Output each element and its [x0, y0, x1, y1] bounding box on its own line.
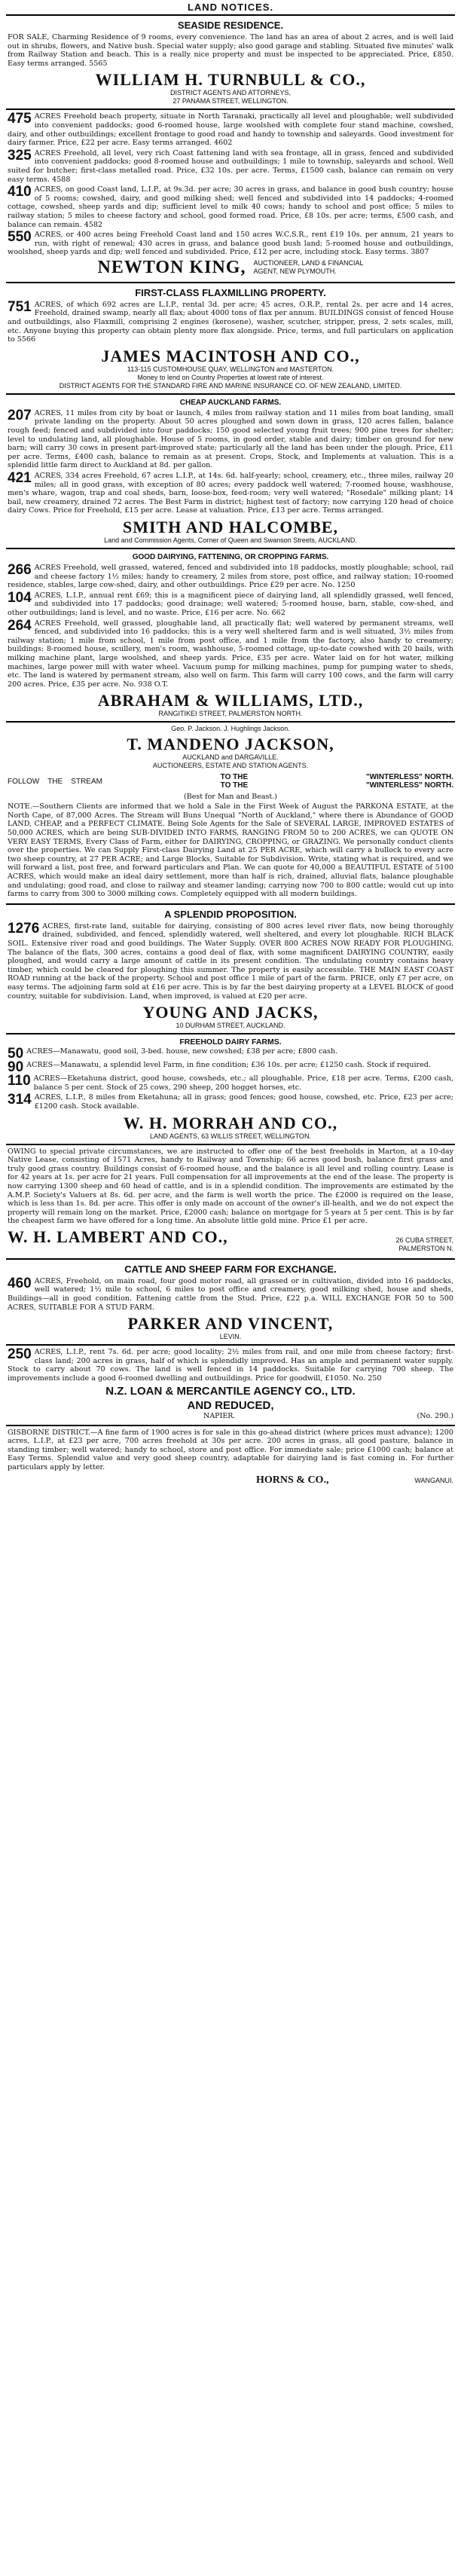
- listing: [8, 619, 453, 689]
- listing-body: GISBORNE DISTRICT.—A fine farm of 1900 acres is for sale in this go-ahead district (where prices must advance); 1200 acres, L.I.P., at £23 per acre, 700 acres freehold at 30s per acre. 200 acres in grass, all good pasture, balance in standing timber; well watered; handy to school, store and post office. For immediate sale; price £1000 cash; balance at Easy Terms. Splendid value and very good sheep country, adaptable for dairying land is fast coming in. For further particulars apply by letter.: [8, 1428, 453, 1471]
- listing-body: FOR SALE, Charming Residence of 9 rooms, every convenience. The land has an area of about 2 acres, and is well laid out in shrubs, flowers, and Native bush. Special water supply; also good garage and stabling. Situated five minutes' walk from Railway Station and beach. This is a really nice property and must be inspected to be appreciated. Price, £850. Easy terms arranged.: [8, 33, 453, 68]
- follow-word: TO THE: [220, 781, 249, 790]
- follow-word: TO THE: [220, 773, 249, 782]
- ad-mandeno-jackson: [6, 721, 455, 903]
- listing-ref: No. 938 O.T.: [123, 680, 169, 689]
- follow-left: [8, 778, 102, 786]
- acre-number: 550: [8, 229, 32, 246]
- acre-number: 1276: [8, 920, 40, 937]
- agent-line: Money to lend on Country Properties at lowest rate of interest.: [137, 373, 324, 381]
- ad-cheap-auckland-farms: [6, 393, 455, 548]
- listing-body: ACRES, or 400 acres being Freehold Coast land and 150 acres W.C.S.R., rent £19 10s. per annum, 21 years to run, with right of renewal; 430 acres in grass, and balance good bush land; 5-roomed house and outbuildings, woolshed, sheep yards and dip; well fenced and subdivided. Price, £12 per acre, including stock. Easy terms.: [8, 231, 453, 257]
- agent-address: RANGITIKEI STREET, PALMERSTON NORTH.: [158, 710, 303, 718]
- listing-ref: 4602: [213, 139, 233, 148]
- agent-address: 113-115 CUSTOMHOUSE QUAY, WELLINGTON and MASTERTON.: [127, 365, 334, 373]
- agent-address: LAND AGENTS, 63 WILLIS STREET, WELLINGTON.: [150, 1132, 311, 1140]
- agent-address: 27 PANAMA STREET, WELLINGTON.: [172, 97, 289, 105]
- acre-number: 90: [8, 1059, 24, 1076]
- listing-body: ACRES—Manawatu, good soil, 3-bed. house, new cowshed; £38 per acre; £800 cash.: [26, 1047, 338, 1056]
- acre-number: 475: [8, 111, 32, 127]
- agent-address: 10 DURHAM STREET, AUCKLAND.: [176, 1022, 285, 1030]
- follow-word: "WINTERLESS" NORTH.: [365, 781, 453, 790]
- agent-name: NEWTON KING,: [97, 257, 246, 277]
- follow-word: STREAM: [71, 777, 102, 786]
- listing-body: ACRES, L.I.P., 8 miles from Eketahuna; all in grass; good fences; good house, cowshed, etc. Price, £23 per acre; £1200 cash. Stock available.: [34, 1093, 453, 1111]
- acre-number: 110: [8, 1073, 31, 1089]
- ad-newton-king: [6, 108, 455, 282]
- listing-ref: (No. 290.): [417, 1411, 453, 1420]
- acre-number: 264: [8, 617, 32, 634]
- listing: [8, 1277, 453, 1312]
- acre-number: 250: [8, 1346, 32, 1363]
- listing-ref: 4588: [52, 175, 71, 184]
- agent-name: SMITH AND HALCOMBE,: [122, 517, 339, 536]
- agent-block: [8, 259, 453, 277]
- listing: [8, 298, 453, 344]
- ad-heading: SEASIDE RESIDENCE.: [177, 20, 284, 31]
- listing-body: ACRES, L.I.P., annual rent £69; this is a magnificent piece of dairying land, all splendidly grassed, well fenced, and subdivided into 17 paddocks; good drainage; well watered; 5-roomed house, barn, stable, cow-shed, and other outbuildings; land is level, and no waste. Price, £16 per acre.: [8, 591, 453, 617]
- listing-body: ACRES, of which 692 acres are L.I.P., rental 3d. per acre; 45 acres, O.R.P., rental 2s. per acre and 14 acres, Freehold, drained swamp, nearly all flax; about 4000 tons of flax per annum. BUILDINGS consist of fenced House and outbuildings, also Flaxmill, comprising 2 engines (kerosene), washer, scutcher, stripper, press, 2 sets scales, mill, etc. Anyone buying this property can obtain plenty more flax alongside. Price, terms, and full particulars on application to: [8, 300, 453, 344]
- newspaper-page: [6, 0, 455, 1492]
- page-title: LAND NOTICES.: [187, 2, 274, 13]
- listing-body: ACRES Freehold, well grassed, ploughable land, all practically flat; well watered by permanent streams, well fenced, and subdivided into 16 paddocks; this is a very well sheltered farm and is well situated, 3½ miles from railway station; 1 mile from school, 1 mile from post office, and 1 mile from the factory, also handy to creamery; buildings: 8-roomed house, scullery, men's room, washhouse, 5-roomed cottage, up-to-date cowshed with 20 bails, with milking machine plant, large woolshed, and sheep yards. Price, £35 per acre. Water laid on for hot water, milking machines, large power mill with water wheel. Vacuum pump for milking machines, pump for pumping water to sheds, etc. The land is watered by permanent stream, also well on farm. This farm will carry 100 cows, and the farm will carry 200 acres. Price, £35 per acre.: [8, 619, 453, 689]
- agent-name: JAMES MACINTOSH AND CO.,: [101, 346, 360, 365]
- follow-word: THE: [47, 777, 63, 786]
- listing-ref: No. 250: [353, 1374, 382, 1383]
- acre-number: 751: [8, 298, 32, 315]
- ad-heading: GOOD DAIRYING, FATTENING, OR CROPPING FARMS.: [132, 552, 329, 561]
- acre-number: 410: [8, 184, 32, 200]
- acre-number: 207: [8, 407, 32, 423]
- listing-body: NOTE.—Southern Clients are informed that we hold a Sale in the First Week of August the PARKONA ESTATE, at the North Cape, of 87,000 Acres. The Stream will Buns Unequal "North of Auckland," where there is Abundance of GOOD LAND, CHEAP, and a PERFECT CLIMATE. Being Sole Agents for the Sale of SEVERAL LARGE, IMPROVED ESTATES of 50,000 ACRES, which are being SUB-DIVIDED INTO FARMS, RANGING FROM 50 to 200 ACRES, we can QUOTE ON VERY EASY TERMS, Every Class of Farm, either for DAIRYING, CROPPING, or GRAZING. We personally conduct clients over the properties. We can Supply First-class Dairying Land at 25 PER ACRE, which will carry a bullock to every acre two sheep country, at 27 PER ACRE; and Large Blocks, Suitable for Subdivision. Write, stating what is required, and we will forward a list, post free, and forward particulars and Plan. We can quote for 40,000 a BEAUTIFUL ESTATE of 5100 ACRES, which would make an ideal dairy settlement, more than half is rich, drained, alluvial flats, balance ploughable and undulating; good road, and close to railway and steamer landing; carrying now 700 to 800 cattle; would cut up into farms to carry from 300 to 3000 milking cows. Completely equipped with all modern buildings.: [8, 802, 453, 899]
- listing-ref: 5565: [89, 59, 108, 68]
- listing: [8, 1059, 453, 1076]
- agent-name: PARKER AND VINCENT,: [127, 1314, 334, 1334]
- listing-body: ACRES, Freehold, on main road, four good motor road, all grassed or in cultivation, divided into 16 paddocks, well watered; 1½ mile to school, 6 miles to post office and creamery, good milking shed, house and sheds, Buildings—all in good condition. Fattening cattle from the Stud. Price, £22 p.a. WILL EXCHANGE FOR 50 to 500 ACRES, SUITABLE FOR A STUD FARM.: [8, 1276, 453, 1312]
- agent-footer: [8, 1412, 453, 1420]
- agent-address: NAPIER.: [203, 1411, 236, 1420]
- listing: [8, 1093, 453, 1111]
- acre-number: 421: [8, 470, 32, 486]
- listing-ref: 5566: [17, 335, 36, 344]
- listing-body: OWING to special private circumstances, we are instructed to offer one of the best freeholds in Marton, at a 10-day Native Lease, consisting of 1571 Acres, handy to Railway and Township; 66 acres good bush, balance first grass and truly good grass country. Buildings consist of 6-roomed house, and the balance is all level and rolling country. Lease is for 42 years at 1s. per acre for 21 years. Full compensation for all improvements at the end of the lease. The property is now carrying 1300 sheep and 60 head of cattle, and is in a splendid condition. The improvements are estimated by the A.M.P. Society's Valuers at 8s. 6d. per acre, and the farm is well worth the price. The £2000 is required on the lease, which is less than 1s. 8d. per acre. This offer is only made on account of the owner's ill-health, and we do not expect the property will remain long on the market. Price, £2000 cash; balance on mortgage for 5 years at 5 per cent. This is by far the cheapest farm we have offered for a long time. An absolute little gold mine. Price £1 per acre.: [8, 1147, 453, 1226]
- acre-number: 325: [8, 147, 32, 163]
- agent-name: YOUNG AND JACKS,: [142, 1003, 319, 1022]
- acre-number: 314: [8, 1092, 32, 1108]
- listing: [8, 1074, 453, 1092]
- listing-ref: 3807: [411, 248, 429, 257]
- ad-gisborne: [6, 1425, 455, 1492]
- agent-line: AUCKLAND and DARGAVILLE.: [182, 753, 279, 762]
- listing: [8, 591, 453, 618]
- agent-line: AUCTIONEER, LAND & FINANCIAL: [253, 259, 364, 267]
- agent-address: Land and Commission Agents, Corner of Queen and Swanson Streets, AUCKLAND.: [104, 536, 357, 544]
- acre-number: 266: [8, 561, 32, 578]
- listing: [8, 112, 453, 147]
- agent-address: 26 CUBA STREET,: [395, 1236, 453, 1244]
- ad-lambert: [6, 1144, 455, 1258]
- acre-number: 104: [8, 589, 32, 606]
- listing: [8, 409, 453, 470]
- listing: [8, 1046, 453, 1062]
- listing: [8, 561, 453, 590]
- agent-name: W. H. LAMBERT AND CO.,: [8, 1227, 228, 1246]
- listing-text: [8, 33, 453, 68]
- agent-tagline: AND REDUCED,: [187, 1398, 274, 1412]
- listing-body: ACRES, first-rate land, suitable for dairying, consisting of 800 acres level river flats, now being thoroughly drained, subdivided, and fenced, splendidly watered, well sheltered, and every lot ploughable. RICH BLACK SOIL. Extensive river road and good buildings. The Water Supply. OVER 800 ACRES NOW READY FOR PLOUGHING. The balance of the flats, 300 acres, contains a good deal of flax, with some magnificent DAIRYING COUNTRY, easily ploughed, and would carry a large amount of cattle in its present condition. The undulating country contains heavy timber, which could be cleared for ploughing this summer. The property is easily accessible. THE MAIN EAST COAST ROAD running at the back of the property. School and post office 1 mile of part of the farm. PRICE, only £7 per acre, on easy terms. The adjoining farm sold at £16 per acre. This is by far the best dairying property at a LEVEL BLOCK of good country, suitable for subdivision. Land, when improved, is valued at £20 per acre.: [8, 921, 453, 1001]
- partners-line: Geo. P. Jackson. J. Hughlings Jackson.: [171, 725, 290, 733]
- listing: [8, 922, 453, 1001]
- listing-body: ACRES, L.I.P., rent 7s. 6d. per acre; good locality; 2½ miles from rail, and one mile from cheese factory; first-class land; 200 acres in grass, half of which is splendidly improved. Has an ample and permanent water supply. Stock to carry about 70 cows. The land is well fenced in 14 paddocks. Suitable for carrying 700 sheep. The improvements include a good 6-roomed dwelling and outbuildings. Price for goodwill, £1050.: [8, 1348, 453, 1383]
- listing-body: ACRES Freehold beach property, situate in North Taranaki, practically all level and ploughable; well subdivided into convenient paddocks; good 6-roomed house, large woolshed with complete four stand machine, cowshed, dairy, and other outbuildings; excellent frontage to good road and handy to township and saleyards. Good investment for dairy farmer. Price, £22 per acre. Easy terms arranged.: [8, 112, 453, 148]
- agent-address: PALMERSTON N.: [398, 1244, 453, 1252]
- agent-line: AUCTIONEERS, ESTATE AND STATION AGENTS.: [152, 762, 309, 770]
- agent-address: AGENT, NEW PLYMOUTH.: [253, 267, 337, 276]
- listing: [8, 149, 453, 184]
- ad-heading: FIRST-CLASS FLAXMILLING PROPERTY.: [135, 286, 326, 298]
- agent-address: LEVIN.: [219, 1333, 242, 1341]
- listing: [8, 472, 453, 515]
- listing: [8, 231, 453, 257]
- ad-flaxmilling: [6, 282, 455, 393]
- acre-number: 50: [8, 1046, 24, 1062]
- ad-heading: A SPLENDID PROPOSITION.: [164, 908, 297, 920]
- follow-right: [366, 773, 453, 790]
- listing-body: ACRES—Eketahuna district, good house, cowsheds, etc.; all ploughable. Price, £18 per acre. Terms, £200 cash, balance 5 per cent. Stock of 25 cows, 290 sheep, 200 hogget horses, etc.: [33, 1074, 453, 1092]
- listing: [8, 1348, 453, 1383]
- agent-name: ABRAHAM & WILLIAMS, LTD.,: [97, 691, 364, 710]
- follow-the-stream: [8, 773, 453, 790]
- agent-name: N.Z. LOAN & MERCANTILE AGENCY CO., LTD.: [105, 1384, 356, 1398]
- agent-block: [8, 1228, 453, 1253]
- ad-seaside-residence: [6, 14, 455, 108]
- follow-mid: [221, 773, 248, 790]
- listing-ref: 4582: [84, 220, 103, 229]
- agent-block: [8, 1474, 453, 1487]
- ad-heading: CATTLE AND SHEEP FARM FOR EXCHANGE.: [124, 1263, 337, 1275]
- agent-line: DISTRICT AGENTS FOR THE STANDARD FIRE AND MARINE INSURANCE CO. OF NEW ZEALAND, LIMITED.: [59, 381, 402, 390]
- agent-name: HORNS & CO.,: [256, 1474, 329, 1486]
- agent-name: WILLIAM H. TURNBULL & CO.,: [95, 70, 366, 90]
- listing-body: ACRES Freehold, all level, very rich Coast fattening land with sea frontage, all in grass, fenced and subdivided into convenient paddocks; good 8-roomed house and outbuildings; 1 mile to township, saleyards and school. Well suited for butcher; first-class metalled road. Price, £32 10s. per acre. Terms, £1500 cash, balance can remain on very easy terms.: [8, 148, 453, 184]
- ad-freehold-dairy-farms: [6, 1033, 455, 1143]
- listing-ref: No. 662: [256, 608, 285, 617]
- agent-name: T. MANDENO JACKSON,: [127, 735, 334, 754]
- agent-address: WANGANUI.: [414, 1476, 453, 1484]
- follow-word: "WINTERLESS" NORTH.: [365, 773, 453, 782]
- listing-body: ACRES Freehold, well grassed, watered, fenced and subdivided into 18 paddocks, mostly ploughable; school, rail and cheese factory 1½ miles; handy to creamery, 2 miles from store, post office, and railway station; 10-roomed residence, stables, large cow-shed, dairy, and other outbuildings. Price £29 per acre.: [8, 563, 453, 590]
- follow-word: FOLLOW: [8, 777, 40, 786]
- ad-heading: FREEHOLD DAIRY FARMS.: [179, 1037, 282, 1047]
- ad-nz-loan: [6, 1344, 455, 1424]
- listing-body: ACRES, 334 acres Freehold, 67 acres L.I.P., at 14s. 6d. half-yearly; school, creamery, etc., three miles, railway 20 miles; all in good grass, with exception of 80 acres; every paddock well watered; 7-roomed house, washhouse, men's whare, wagon, trap and coal sheds, barn, loose-box, feed-room; very well watered; "Rosedale" milking plant; 14 bail, new creamery, drained 72 acres. The Best Farm in district; highest test of factory; now carrying 120 head of choice dairy Cows. Price for Freehold, £15 per acre. Lease at valuation. Price, £13 per acre. Terms arranged.: [8, 472, 453, 515]
- ad-good-dairying: [6, 548, 455, 721]
- acre-number: 460: [8, 1275, 32, 1291]
- agent-name: W. H. MORRAH AND CO.,: [123, 1113, 338, 1132]
- ad-cattle-sheep-exchange: [6, 1258, 455, 1344]
- listing-ref: No. 1250: [321, 581, 356, 590]
- listing-body: ACRES, 11 miles from city by boat or launch, 4 miles from railway station and 11 miles from boat landing, small private landing on the property. About 50 acres ploughed and sown down in grass, 120 acres fallen, balance rough feed; fenced and subdivided into four paddocks; 150 good selected young fruit trees; 900 pine trees for shelter; level to undulating land, all ploughable. House of 5 rooms, in good order, stable and dairy; timber on ground for new barn; will carry 30 cows in present part-improved state; particularly all the land has been under the plough. Price, £11 per acre. Terms, £400 cash, balance to remain as at present. Crops, Stock, and Implements at valuation. This is a splendid little farm direct to Auckland at 8d. per gallon.: [8, 408, 453, 470]
- listing-body: ACRES, on good Coast land, L.I.P., at 9s.3d. per acre; 30 acres in grass, and balance in good bush country; house of 5 rooms; cowshed, dairy, and good milking shed; well fenced and subdivided into 14 paddocks; 4-roomed cottage, cowshed, sheep yards and dip; sufficient level to milk 40 cows; handy to school and post office; 5 miles to railway station; 5 miles to cheese factory and school, good formed road. Price, £8 10s. per acre; terms, £500 cash, and balance can remain.: [8, 185, 453, 229]
- listing-body: ACRES—Manawatu, a splendid level Farm, in fine condition; £36 10s. per acre; £1250 cash. Stock if required.: [26, 1061, 431, 1070]
- tagline: (Best for Man and Beast.): [184, 793, 277, 802]
- listing: [8, 185, 453, 229]
- ad-heading: CHEAP AUCKLAND FARMS.: [179, 398, 282, 407]
- agent-line: DISTRICT AGENTS AND ATTORNEYS,: [169, 89, 292, 97]
- ad-splendid-proposition: [6, 903, 455, 1033]
